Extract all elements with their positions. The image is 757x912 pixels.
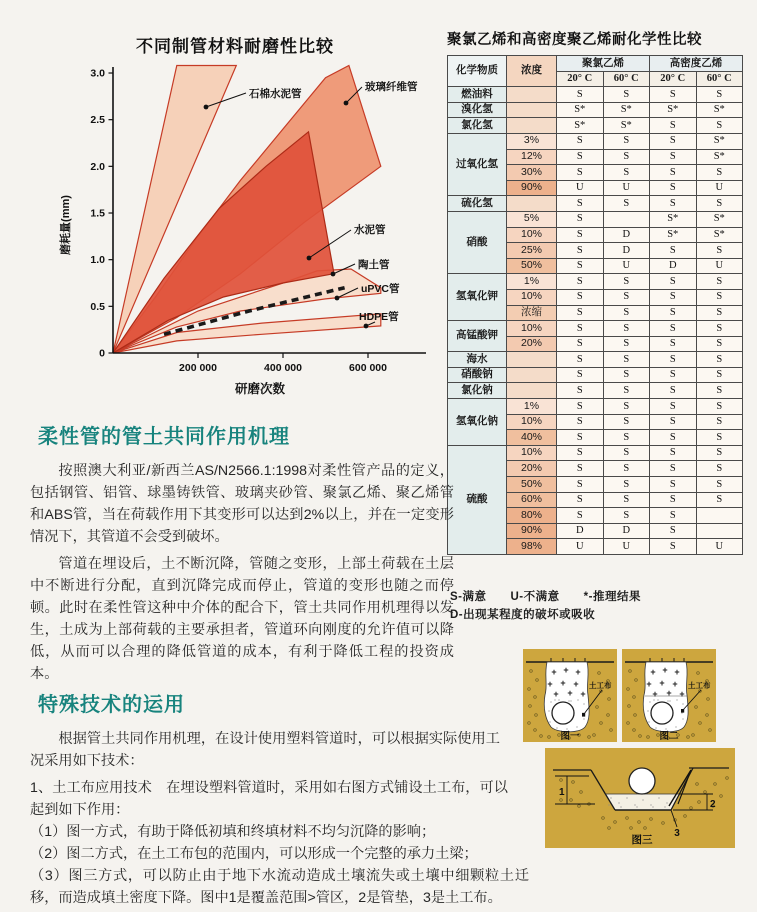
rating-cell: S xyxy=(557,243,604,259)
figure-1-trench-diagram xyxy=(523,649,617,742)
concentration-cell: 10% xyxy=(507,289,557,305)
rating-cell: S xyxy=(603,352,650,368)
rating-cell: S* xyxy=(603,102,650,118)
concentration-cell xyxy=(507,383,557,399)
rating-cell: S* xyxy=(696,149,743,165)
concentration-cell: 20% xyxy=(507,461,557,477)
rating-cell: S xyxy=(696,118,743,134)
concentration-cell: 1% xyxy=(507,274,557,290)
rating-cell: S xyxy=(696,196,743,212)
col-header-hdpe: 高密度乙烯 xyxy=(650,56,743,72)
rating-cell: S xyxy=(696,274,743,290)
rating-cell: S* xyxy=(650,211,697,227)
table-row xyxy=(448,352,743,368)
rating-cell: S xyxy=(650,149,697,165)
rating-cell: S xyxy=(557,305,604,321)
concentration-cell: 20% xyxy=(507,336,557,352)
col-header-concentration: 浓度 xyxy=(507,56,557,87)
rating-cell: D xyxy=(603,243,650,259)
svg-text:+: + xyxy=(560,678,566,688)
rating-cell: S xyxy=(696,461,743,477)
rating-cell: S xyxy=(650,118,697,134)
figure-2-trench-diagram xyxy=(622,649,716,742)
rating-cell: S xyxy=(557,133,604,149)
rating-cell: S xyxy=(650,508,697,524)
rating-cell: D xyxy=(603,227,650,243)
rating-cell: S* xyxy=(557,102,604,118)
concentration-cell: 浓缩 xyxy=(507,305,557,321)
svg-text:+: + xyxy=(551,667,557,677)
rating-cell xyxy=(696,508,743,524)
table-header-row xyxy=(448,56,743,72)
table-row xyxy=(448,87,743,103)
label-dot-uPVC管 xyxy=(335,296,340,301)
concentration-cell xyxy=(507,102,557,118)
rating-cell: S xyxy=(696,367,743,383)
chemical-name-cell: 硫化氢 xyxy=(448,196,507,212)
series-label-石棉水泥管: 石棉水泥管 xyxy=(249,88,302,100)
rating-cell: S xyxy=(603,336,650,352)
rating-cell: S xyxy=(603,165,650,181)
rating-cell: S xyxy=(696,289,743,305)
rating-cell: S xyxy=(603,305,650,321)
y-tick-label: 2.0 xyxy=(90,160,105,173)
col-header-temp: 60° C xyxy=(603,71,650,87)
rating-cell: D xyxy=(557,523,604,539)
rating-cell: S xyxy=(650,492,697,508)
svg-text:+: + xyxy=(573,679,579,689)
rating-cell: S xyxy=(603,383,650,399)
rating-cell: S xyxy=(557,149,604,165)
svg-text:+: + xyxy=(567,688,573,698)
rating-cell: S xyxy=(557,430,604,446)
rating-cell: S xyxy=(650,289,697,305)
rating-cell: S xyxy=(557,87,604,103)
rating-cell: S xyxy=(557,367,604,383)
rating-cell: S xyxy=(557,321,604,337)
rating-cell: S xyxy=(696,492,743,508)
geotextile-label: 土工布 xyxy=(688,681,711,690)
table-row xyxy=(448,445,743,461)
rating-cell: S* xyxy=(696,211,743,227)
table-row xyxy=(448,196,743,212)
rating-cell: U xyxy=(696,180,743,196)
concentration-cell: 50% xyxy=(507,477,557,493)
svg-text:+: + xyxy=(547,679,553,689)
svg-text:+: + xyxy=(650,667,656,677)
rating-cell: S xyxy=(696,336,743,352)
concentration-cell: 10% xyxy=(507,321,557,337)
x-tick-label: 400 000 xyxy=(264,362,302,374)
rating-cell: S xyxy=(696,165,743,181)
col-header-chemical: 化学物质 xyxy=(448,56,507,87)
rating-cell: S xyxy=(603,289,650,305)
rating-cell: S xyxy=(603,477,650,493)
svg-text:+: + xyxy=(674,667,680,677)
concentration-cell: 50% xyxy=(507,258,557,274)
rating-cell: S xyxy=(650,414,697,430)
chemical-resistance-table xyxy=(447,55,743,555)
rating-cell: S xyxy=(650,305,697,321)
chemical-name-cell: 硫酸 xyxy=(448,445,507,554)
rating-cell: S xyxy=(696,243,743,259)
rating-cell: S xyxy=(650,445,697,461)
rating-cell: U xyxy=(603,180,650,196)
concentration-cell xyxy=(507,196,557,212)
rating-cell: S xyxy=(557,477,604,493)
pipe-circle xyxy=(629,768,655,794)
rating-cell: S xyxy=(696,321,743,337)
x-tick-label: 600 000 xyxy=(349,362,387,374)
x-axis-title: 研磨次数 xyxy=(234,382,286,396)
chart-title: 不同制管材料耐磨性比较 xyxy=(136,37,334,56)
label-dot-石棉水泥管 xyxy=(204,105,209,110)
rating-cell: S xyxy=(650,352,697,368)
list-item: （1）图一方式，有助于降低初填和终填材料不均匀沉降的影响； xyxy=(30,824,436,840)
concentration-cell: 10% xyxy=(507,445,557,461)
rating-cell: S xyxy=(557,492,604,508)
col-header-pvc: 聚氯乙烯 xyxy=(557,56,650,72)
svg-text:+: + xyxy=(553,689,559,699)
chemical-resistance-block xyxy=(447,28,745,555)
rating-cell: U xyxy=(696,539,743,555)
rating-cell: S xyxy=(557,445,604,461)
label-3: 3 xyxy=(674,828,680,839)
table-row xyxy=(448,399,743,415)
abrasion-chart-svg xyxy=(25,30,445,405)
rating-cell: S xyxy=(696,445,743,461)
rating-cell: S* xyxy=(603,118,650,134)
list-item: （3）图三方式，可以防止由于地下水流动造成土壤流失或土壤中细颗粒土迁移，而造成填土密度下降。图中1是覆盖范围>管区，2是管垫，3是土工布。 xyxy=(30,868,529,906)
rating-cell: S xyxy=(650,336,697,352)
rating-cell: U xyxy=(603,258,650,274)
rating-cell: S xyxy=(603,414,650,430)
rating-cell: S xyxy=(696,430,743,446)
paragraph: 按照澳大利亚/新西兰AS/N2566.1:1998对柔性管产品的定义，包括钢管、铝管、球墨铸铁管、玻璃夹砂管、聚氯乙烯、聚乙烯管和ABS管，当在荷载作用下其变形可以达到2%以上，并在一定变形情况下，其管道不会受到破坏。 xyxy=(30,463,454,545)
rating-cell: S xyxy=(696,383,743,399)
rating-cell: S xyxy=(557,274,604,290)
rating-cell: S xyxy=(650,133,697,149)
concentration-cell: 90% xyxy=(507,523,557,539)
rating-cell: S xyxy=(603,87,650,103)
chemical-name-cell: 氯化氢 xyxy=(448,118,507,134)
concentration-cell: 10% xyxy=(507,414,557,430)
concentration-cell: 90% xyxy=(507,180,557,196)
svg-text:+: + xyxy=(666,688,672,698)
rating-cell: S xyxy=(650,367,697,383)
dimension-1-label: 1 xyxy=(559,787,565,798)
dimension-2-label: 2 xyxy=(710,799,716,810)
rating-cell: S xyxy=(603,321,650,337)
rating-cell: S* xyxy=(557,118,604,134)
rating-cell: D xyxy=(650,258,697,274)
label-dot-水泥管 xyxy=(307,256,312,261)
label-dot-陶土管 xyxy=(331,272,336,277)
section-flexible-pipe xyxy=(30,420,454,690)
col-header-temp: 20° C xyxy=(650,71,697,87)
rating-cell: U xyxy=(603,539,650,555)
rating-cell: S xyxy=(696,414,743,430)
y-tick-label: 1.5 xyxy=(90,207,105,220)
table-row xyxy=(448,118,743,134)
figure-3-trench-diagram xyxy=(545,748,735,848)
rating-cell: S xyxy=(650,180,697,196)
rating-cell: S xyxy=(603,133,650,149)
rating-cell: S xyxy=(603,149,650,165)
svg-text:+: + xyxy=(672,679,678,689)
rating-cell: S* xyxy=(696,227,743,243)
rating-cell: S xyxy=(650,399,697,415)
chemical-name-cell: 过氧化氢 xyxy=(448,133,507,195)
rating-cell: S* xyxy=(696,133,743,149)
figure-caption: 图一 xyxy=(560,731,580,742)
series-label-HDPE管: HDPE管 xyxy=(359,311,399,323)
rating-cell: S xyxy=(603,461,650,477)
pipe-circle xyxy=(651,702,673,724)
concentration-cell: 40% xyxy=(507,430,557,446)
col-header-temp: 60° C xyxy=(696,71,743,87)
table-row xyxy=(448,321,743,337)
chart-bands xyxy=(113,66,381,354)
svg-text:+: + xyxy=(580,689,586,699)
section-heading: 柔性管的管土共同作用机理 xyxy=(38,426,290,448)
concentration-cell xyxy=(507,118,557,134)
concentration-cell: 30% xyxy=(507,165,557,181)
rating-cell: S xyxy=(557,289,604,305)
rating-cell: S xyxy=(603,274,650,290)
paragraph: 根据管土共同作用机理，在设计使用塑料管道时，可以根据实际使用工况采用如下技术： xyxy=(30,731,500,769)
svg-text:+: + xyxy=(563,665,569,675)
rating-cell: S xyxy=(650,430,697,446)
rating-cell: S* xyxy=(650,227,697,243)
svg-text:+: + xyxy=(652,689,658,699)
series-label-玻璃纤维管: 玻璃纤维管 xyxy=(365,81,418,93)
rating-cell xyxy=(696,523,743,539)
bedding-layer xyxy=(606,794,680,810)
table-row xyxy=(448,133,743,149)
rating-cell: S xyxy=(650,539,697,555)
chemical-name-cell: 氢氧化钠 xyxy=(448,399,507,446)
table-row xyxy=(448,383,743,399)
chemical-name-cell: 硝酸钠 xyxy=(448,367,507,383)
svg-text:+: + xyxy=(646,679,652,689)
rating-cell: S xyxy=(650,274,697,290)
chemical-name-cell: 硝酸 xyxy=(448,211,507,273)
rating-cell: S xyxy=(557,165,604,181)
concentration-cell: 98% xyxy=(507,539,557,555)
chemical-name-cell: 燃油料 xyxy=(448,87,507,103)
rating-cell: S xyxy=(650,523,697,539)
pipe-circle xyxy=(552,702,574,724)
y-axis-title: 磨耗量(mm) xyxy=(60,195,72,255)
rating-cell: U xyxy=(557,180,604,196)
rating-cell: S xyxy=(650,165,697,181)
rating-cell: U xyxy=(696,258,743,274)
rating-cell: S xyxy=(603,430,650,446)
rating-cell: S xyxy=(557,336,604,352)
rating-cell: S xyxy=(557,414,604,430)
y-tick-label: 1.0 xyxy=(90,254,105,267)
rating-cell: S xyxy=(603,399,650,415)
rating-cell: S xyxy=(650,461,697,477)
rating-cell: S xyxy=(557,352,604,368)
rating-cell: S xyxy=(557,399,604,415)
rating-cell: S xyxy=(650,321,697,337)
rating-cell: S xyxy=(650,243,697,259)
abrasion-chart xyxy=(25,30,445,405)
chemical-name-cell: 氢氧化钾 xyxy=(448,274,507,321)
rating-cell: S xyxy=(650,477,697,493)
rating-cell xyxy=(603,211,650,227)
rating-cell: S xyxy=(696,87,743,103)
y-tick-label: 0 xyxy=(99,347,105,360)
concentration-cell xyxy=(507,352,557,368)
concentration-cell xyxy=(507,87,557,103)
rating-cell: U xyxy=(557,539,604,555)
list-item: （2）图二方式，在土工布包的范围内，可以形成一个完整的承力土梁； xyxy=(30,846,478,862)
rating-cell: S* xyxy=(650,102,697,118)
svg-text:+: + xyxy=(575,667,581,677)
rating-cell: S xyxy=(603,508,650,524)
table-legend-line2: D-出现某程度的破坏或吸收 xyxy=(450,609,596,621)
rating-cell: S* xyxy=(696,102,743,118)
x-tick-label: 200 000 xyxy=(179,362,217,374)
rating-cell: S xyxy=(557,508,604,524)
chemical-name-cell: 溴化氢 xyxy=(448,102,507,118)
series-label-陶土管: 陶土管 xyxy=(358,259,390,271)
table-legend-line1: S-满意 U-不满意 *-推理结果 xyxy=(450,591,641,603)
concentration-cell: 5% xyxy=(507,211,557,227)
rating-cell: S xyxy=(696,305,743,321)
rating-cell: S xyxy=(557,227,604,243)
label-dot-玻璃纤维管 xyxy=(344,101,349,106)
table-row xyxy=(448,102,743,118)
y-tick-label: 2.5 xyxy=(90,114,105,127)
series-label-uPVC管: uPVC管 xyxy=(361,283,400,295)
svg-text:+: + xyxy=(679,689,685,699)
concentration-cell: 10% xyxy=(507,227,557,243)
rating-cell: S xyxy=(557,196,604,212)
label-dot-HDPE管 xyxy=(364,324,369,329)
series-label-水泥管: 水泥管 xyxy=(354,224,386,236)
rating-cell: S xyxy=(557,383,604,399)
figure-caption: 图二 xyxy=(659,731,679,742)
rating-cell: S xyxy=(650,87,697,103)
chemical-name-cell: 氯化钠 xyxy=(448,383,507,399)
rating-cell: S xyxy=(557,461,604,477)
concentration-cell: 80% xyxy=(507,508,557,524)
rating-cell: S xyxy=(603,196,650,212)
paragraph: 管道在埋设后，土不断沉降，管随之变形，上部土荷载在土层中不断进行分配，直到沉降完成而停止，管道的变形也随之而停顿。此时在柔性管这种中介体的配合下，管土共同作用机理得以发生，土成为上部荷载的主要承担者，管道环向刚度的允许值可以降低，从而可以合理的降低管道的成本，有利于降低工程的投资成本。 xyxy=(30,556,454,682)
rating-cell: S xyxy=(650,383,697,399)
y-tick-label: 0.5 xyxy=(90,300,105,313)
rating-cell: D xyxy=(603,523,650,539)
rating-cell: S xyxy=(557,211,604,227)
rating-cell: S xyxy=(696,352,743,368)
chemical-name-cell: 海水 xyxy=(448,352,507,368)
section-special-techniques xyxy=(30,688,529,909)
col-header-temp: 20° C xyxy=(557,71,604,87)
rating-cell: S xyxy=(696,477,743,493)
rating-cell: S xyxy=(603,367,650,383)
geotextile-label: 土工布 xyxy=(589,681,612,690)
table-title: 聚氯乙烯和高密度聚乙烯耐化学性比较 xyxy=(447,32,702,48)
paragraph: 1、土工布应用技术 在埋设塑料管道时，采用如右图方式铺设土工布，可以起到如下作用： xyxy=(30,780,508,818)
section-heading: 特殊技术的运用 xyxy=(38,694,185,716)
rating-cell: S xyxy=(603,445,650,461)
chemical-name-cell: 高锰酸钾 xyxy=(448,321,507,352)
table-row xyxy=(448,274,743,290)
rating-cell: S xyxy=(650,196,697,212)
concentration-cell: 3% xyxy=(507,133,557,149)
rating-cell: S xyxy=(557,258,604,274)
table-row xyxy=(448,367,743,383)
svg-text:+: + xyxy=(662,665,668,675)
figure-caption: 图三 xyxy=(631,834,653,846)
table-row xyxy=(448,211,743,227)
concentration-cell: 60% xyxy=(507,492,557,508)
rating-cell: S xyxy=(603,492,650,508)
rating-cell: S xyxy=(696,399,743,415)
concentration-cell xyxy=(507,367,557,383)
svg-text:+: + xyxy=(659,678,665,688)
concentration-cell: 12% xyxy=(507,149,557,165)
y-tick-label: 3.0 xyxy=(90,67,105,80)
concentration-cell: 1% xyxy=(507,399,557,415)
concentration-cell: 25% xyxy=(507,243,557,259)
